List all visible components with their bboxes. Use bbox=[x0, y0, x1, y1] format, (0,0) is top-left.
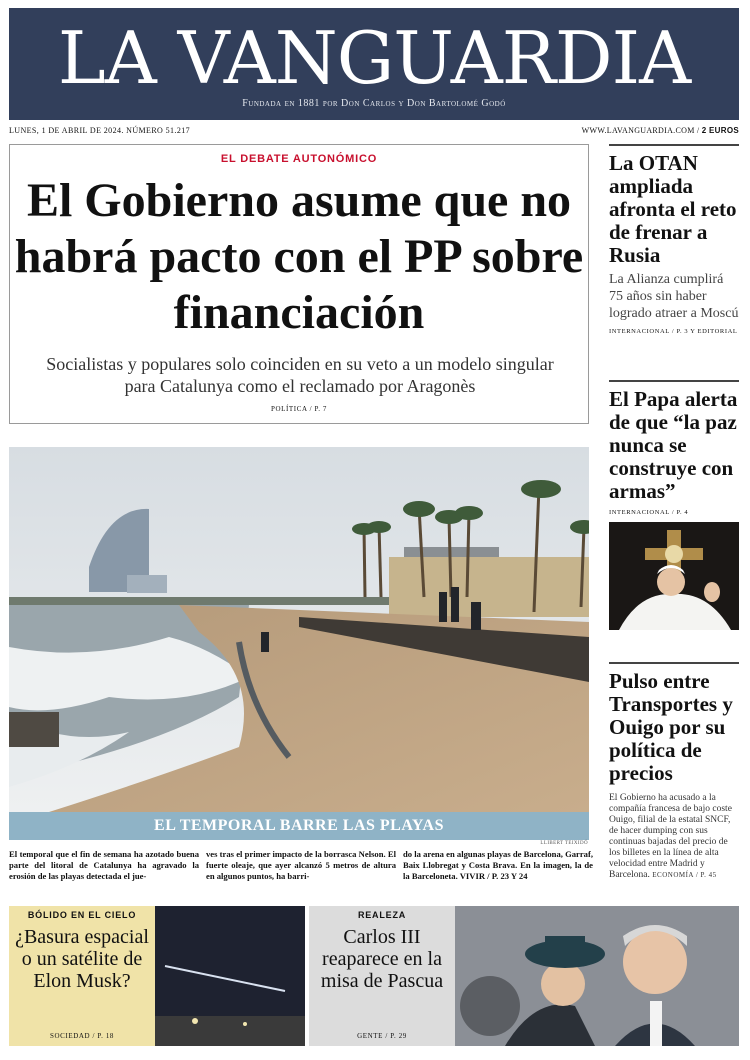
teaser-kicker: REALEZA bbox=[357, 910, 407, 920]
newspaper-title: LA VANGUARDIA bbox=[57, 16, 691, 100]
site-line bbox=[582, 126, 739, 135]
royals-photo bbox=[455, 906, 739, 1046]
lead-headline: El Gobierno asume que no habrá pacto con el PP sobre financiación bbox=[14, 174, 584, 339]
caption-column-1: El temporal que el fin de semana ha azotado buena parte del litoral de Catalunya ha agravado la erosión de las playas detectada el jue- bbox=[9, 849, 199, 881]
caption-column-3: do la arena en algunas playas de Barcelona, Garraf, Baix Llobregat y Costa Brava. En la imagen, la de la Barceloneta. VIVIR / P. 23 Y 24 bbox=[403, 849, 593, 881]
side-story-papa bbox=[609, 380, 739, 630]
lead-story bbox=[9, 144, 589, 424]
teaser-realeza bbox=[309, 906, 455, 1046]
lead-deck: Socialistas y populares solo coinciden en su veto a un modelo singular para Catalunya como el reclamado por Aragonès bbox=[46, 354, 554, 396]
beach-illustration bbox=[9, 447, 589, 812]
teaser-kicker: BÓLIDO EN EL CIELO bbox=[27, 910, 137, 920]
lead-ref: POLÍTICA / P. 7 bbox=[270, 405, 328, 413]
beach-photo bbox=[9, 447, 589, 812]
teaser-headline: ¿Basura espacial o un satélite de Elon Musk? bbox=[15, 926, 149, 992]
divider bbox=[609, 380, 739, 382]
price: 2 EUROS bbox=[701, 126, 739, 135]
dateline: LUNES, 1 DE ABRIL DE 2024. NÚMERO 51.217 bbox=[9, 126, 191, 135]
teaser-ref: SOCIEDAD / P. 18 bbox=[49, 1032, 115, 1040]
pope-photo bbox=[609, 522, 739, 630]
side-ref: INTERNACIONAL / P. 3 Y EDITORIAL bbox=[609, 328, 738, 335]
side-ref: INTERNACIONAL / P. 4 bbox=[609, 509, 689, 516]
divider bbox=[609, 662, 739, 664]
teaser-ref: GENTE / P. 29 bbox=[357, 1032, 407, 1040]
night-sky-photo bbox=[155, 906, 305, 1046]
side-headline: El Papa alerta de que “la paz nunca se construye con armas” bbox=[609, 387, 738, 503]
bottom-teasers bbox=[9, 906, 739, 1046]
teaser-bolido bbox=[9, 906, 155, 1046]
photo-caption: EL TEMPORAL BARRE LAS PLAYAS bbox=[9, 812, 589, 840]
meteor-illustration bbox=[155, 906, 305, 1046]
side-story-ouigo bbox=[609, 662, 739, 881]
caption-column-2: ves tras el primer impacto de la borrasca Nelson. El fuerte oleaje, que ayer alcanzó 5 metros de altura en algunos puntos, ha barri- bbox=[206, 849, 396, 881]
side-body: El Gobierno ha acusado a la compañía francesa de bajo coste Ouigo, filial de la estatal SNCF, de hacer dumping con sus continuas bajadas del precio de los billetes en la línea de alta velocidad entre Madrid y Barcelona. ECONOMÍA / P. 45 bbox=[609, 793, 732, 880]
founded-line: Fundada en 1881 por Don Carlos y Don Bartolomé Godó bbox=[242, 98, 506, 109]
site-separator: / bbox=[696, 126, 700, 135]
teaser-headline: Carlos III reaparece en la misa de Pascua bbox=[320, 926, 444, 992]
lead-kicker: EL DEBATE AUTONÓMICO bbox=[220, 153, 378, 165]
side-deck: La Alianza cumplirá 75 años sin haber logrado atraer a Moscú bbox=[609, 272, 739, 321]
side-headline: La OTAN ampliada afronta el reto de frenar a Rusia bbox=[609, 151, 737, 267]
photo-credit: LLIBERT TEIXIDÓ bbox=[540, 841, 588, 846]
site-url: WWW.LAVANGUARDIA.COM bbox=[581, 126, 695, 135]
side-story-otan bbox=[609, 144, 739, 335]
side-headline: Pulso entre Transportes y Ouigo por su política de precios bbox=[609, 669, 733, 785]
side-ref: ECONOMÍA / P. 45 bbox=[652, 871, 717, 879]
divider bbox=[609, 144, 739, 146]
masthead bbox=[9, 8, 739, 120]
royals-illustration bbox=[455, 906, 739, 1046]
